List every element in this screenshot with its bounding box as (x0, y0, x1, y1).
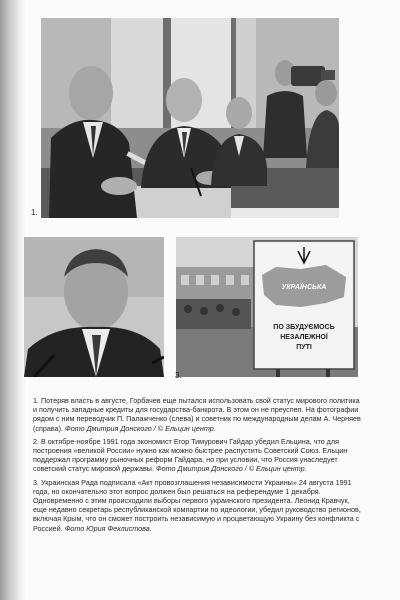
photo-portrait (24, 237, 164, 377)
caption-text: 3. Украинская Рада подписала «Акт провозглашения независимости Украины» 24 августа 1991 года, но окончательно этот вопрос должен был решаться на референдуме 1 декабря. Одновременно с этим происходили выборы первого украинского президента. Леонид Кравчук, еще недавно секретарь республиканской компартии по идеологии, убедил руководство регионов, включая Крым, что он сможет построить независимую и процветающую Украину без конфликта с Россией. (33, 477, 361, 533)
caption-credit: Фото Юрия Феклистова. (64, 523, 152, 533)
caption-text: 2. В октябре-ноябре 1991 года экономист Егор Тимурович Гайдар убедил Ельцина, что для построения «великой России» нужно как можно быстрее распустить Советский Союз. Ельцин поддержал программу рыночных реформ Гайдара, но при условии, что Россия унаследует советский статус мировой державы. (33, 436, 348, 474)
caption-credit: Фото Дмитрия Донского / © Ельцин центр. (155, 464, 307, 474)
caption-2 (33, 437, 363, 474)
photo-press-conference (41, 18, 339, 218)
book-spine-shadow (0, 0, 27, 600)
caption-3 (33, 478, 363, 533)
caption-1 (33, 396, 363, 433)
caption-text: 1. Потеряв власть в августе, Горбачев еще пытался использовать свой статус мирового политика и получить западные кредиты для государства-банкрота. В этом он не преуспел. На фотографии рядом с ним переводчик П. Палажченко (слева) и советник по международным делам А. Черняев (справа). (33, 396, 361, 433)
poster-text-line2: ПО ЗБУДУЄМОСЬ (273, 324, 335, 331)
photo-ukraine-poster (176, 237, 358, 377)
captions (33, 396, 363, 537)
photo-number: 1. (31, 208, 38, 217)
poster-text-line4: ПУТІ (296, 344, 312, 351)
photo-number: 3. (175, 371, 182, 380)
caption-credit: Фото Дмитрия Донского / © Ельцин центр. (65, 423, 216, 433)
poster-text-line3: НЕЗАЛЕЖНОЇ (280, 334, 328, 341)
poster-text-line1: УКРАЇНСЬКА (281, 284, 327, 291)
